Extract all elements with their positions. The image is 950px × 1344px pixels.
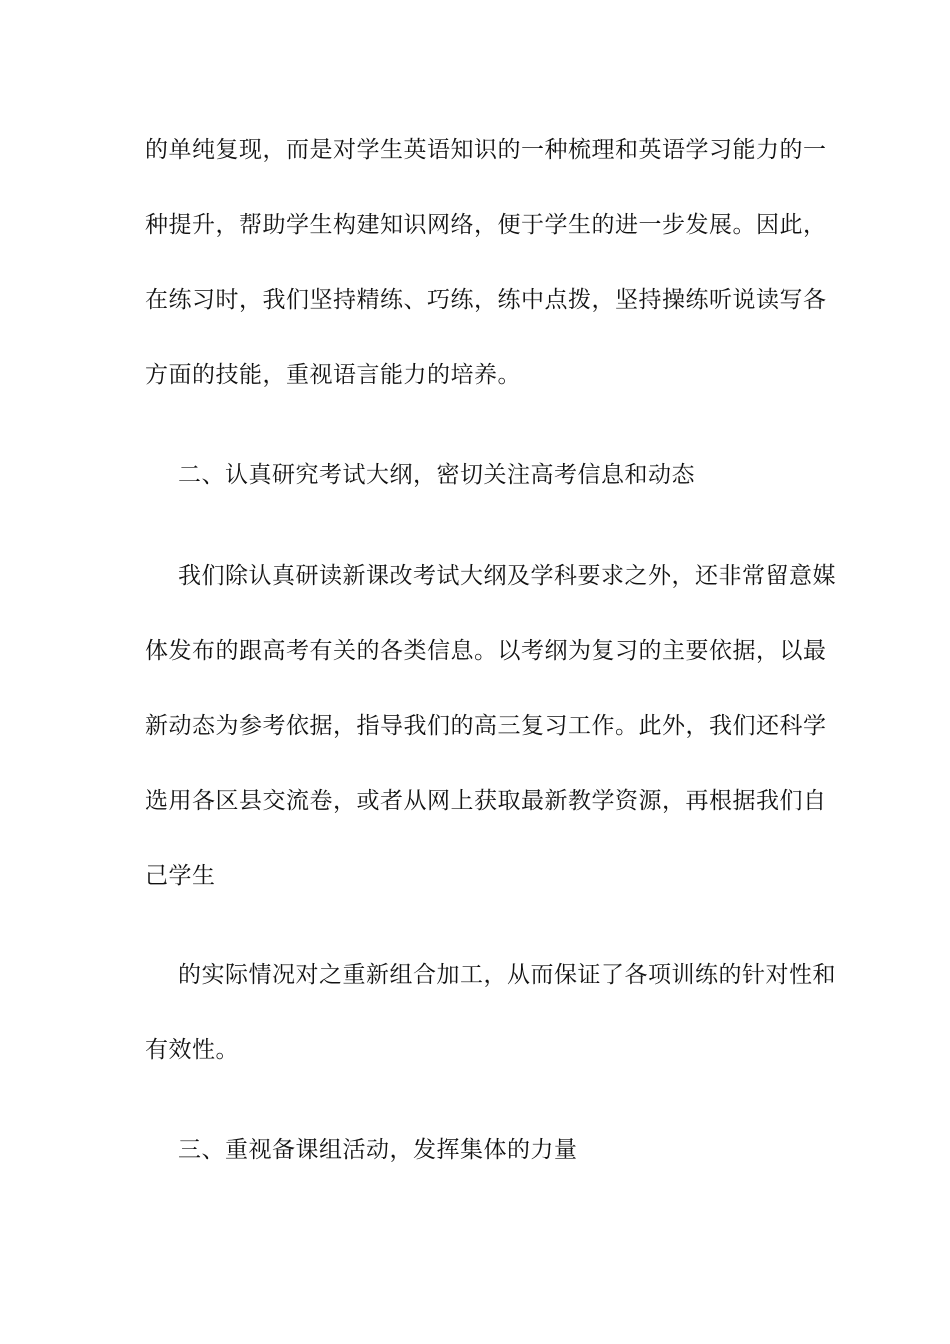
paragraph-line: 方面的技能，重视语言能力的培养。	[145, 362, 521, 388]
paragraph-line: 体发布的跟高考有关的各类信息。以考纲为复习的主要依据，以最	[145, 638, 827, 664]
paragraph-line: 的实际情况对之重新组合加工，从而保证了各项训练的针对性和	[178, 962, 836, 988]
paragraph-line: 的单纯复现，而是对学生英语知识的一种梳理和英语学习能力的一	[145, 137, 827, 163]
section-heading: 二、认真研究考试大纲，密切关注高考信息和动态	[178, 462, 695, 488]
paragraph-line: 在练习时，我们坚持精练、巧练，练中点拨，坚持操练听说读写各	[145, 287, 827, 313]
section-heading: 三、重视备课组活动，发挥集体的力量	[178, 1137, 578, 1163]
paragraph-line: 有效性。	[145, 1037, 239, 1063]
paragraph-line: 新动态为参考依据，指导我们的高三复习工作。此外，我们还科学	[145, 713, 827, 739]
paragraph-line: 种提升，帮助学生构建知识网络，便于学生的进一步发展。因此，	[145, 212, 827, 238]
paragraph-line: 我们除认真研读新课改考试大纲及学科要求之外，还非常留意媒	[178, 563, 836, 589]
paragraph-line: 己学生	[145, 863, 216, 889]
paragraph-line: 选用各区县交流卷，或者从网上获取最新教学资源，再根据我们自	[145, 788, 827, 814]
